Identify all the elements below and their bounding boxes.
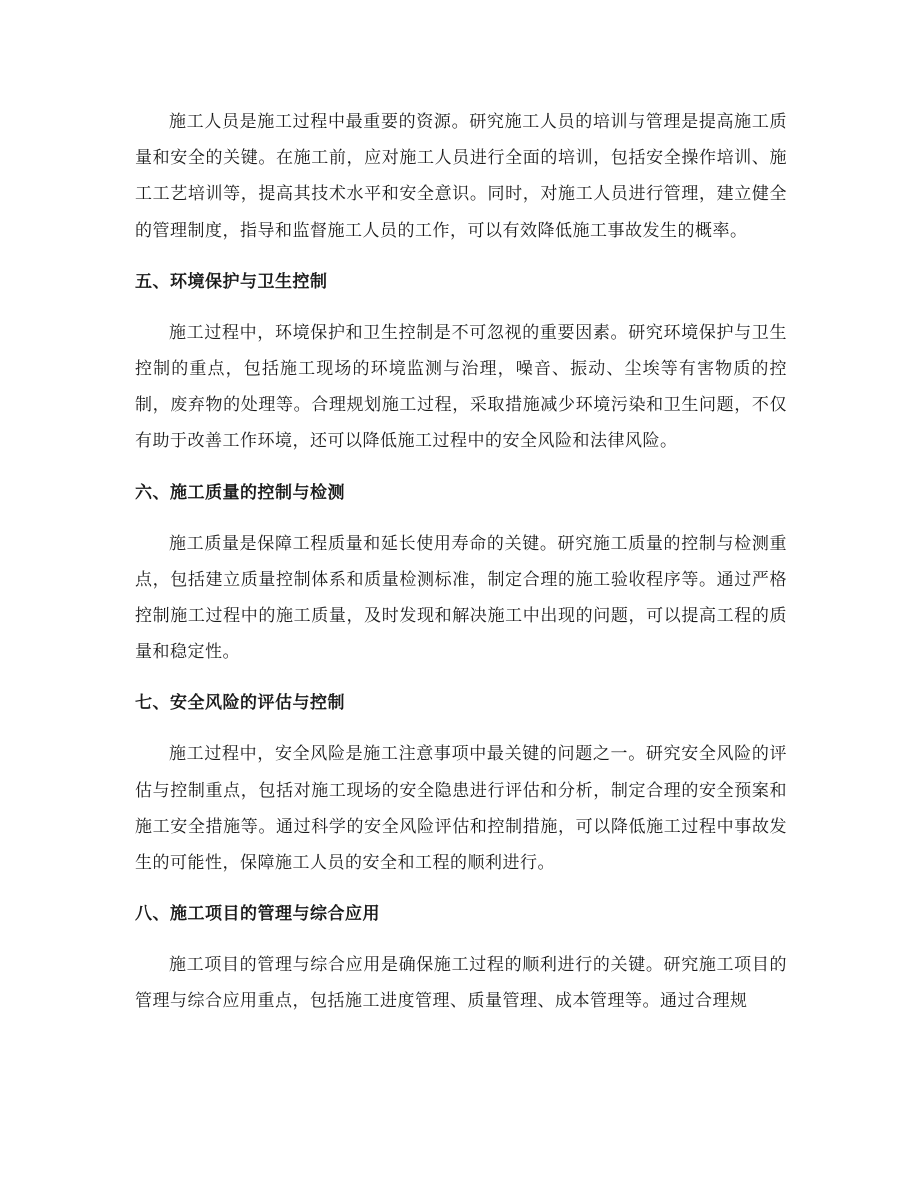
heading-section-5: 五、环境保护与卫生控制 bbox=[135, 271, 328, 292]
document-body bbox=[135, 104, 787, 1020]
paragraph-intro: 施工人员是施工过程中最重要的资源。研究施工人员的培训与管理是提高施工质量和安全的关键。在施工前，应对施工人员进行全面的培训，包括安全操作培训、施工工艺培训等，提高其技术水平和安全意识。同时，对施工人员进行管理，建立健全的管理制度，指导和监督施工人员的工作，可以有效降低施工事故发生的概率。 bbox=[135, 112, 787, 241]
heading-section-7: 七、安全风险的评估与控制 bbox=[135, 693, 345, 714]
paragraph-section-7: 施工过程中，安全风险是施工注意事项中最关键的问题之一。研究安全风险的评估与控制重点，包括对施工现场的安全隐患进行评估和分析，制定合理的安全预案和施工安全措施等。通过科学的安全风险评估和控制措施，可以降低施工过程中事故发生的可能性，保障施工人员的安全和工程的顺利进行。 bbox=[135, 744, 787, 874]
paragraph-section-6: 施工质量是保障工程质量和延长使用寿命的关键。研究施工质量的控制与检测重点，包括建立质量控制体系和质量检测标准，制定合理的施工验收程序等。通过严格控制施工过程中的施工质量，及时发现和解决施工中出现的问题，可以提高工程的质量和稳定性。 bbox=[135, 533, 787, 663]
paragraph-section-5: 施工过程中，环境保护和卫生控制是不可忽视的重要因素。研究环境保护与卫生控制的重点，包括施工现场的环境监测与治理，噪音、振动、尘埃等有害物质的控制，废弃物的处理等。合理规划施工过程，采取措施减少环境污染和卫生问题，不仅有助于改善工作环境，还可以降低施工过程中的安全风险和法律风险。 bbox=[135, 322, 787, 452]
heading-section-8: 八、施工项目的管理与综合应用 bbox=[135, 904, 380, 925]
paragraph-section-8: 施工项目的管理与综合应用是确保施工过程的顺利进行的关键。研究施工项目的管理与综合应用重点，包括施工进度管理、质量管理、成本管理等。通过合理规 bbox=[135, 955, 787, 1012]
heading-section-6: 六、施工质量的控制与检测 bbox=[135, 482, 345, 503]
